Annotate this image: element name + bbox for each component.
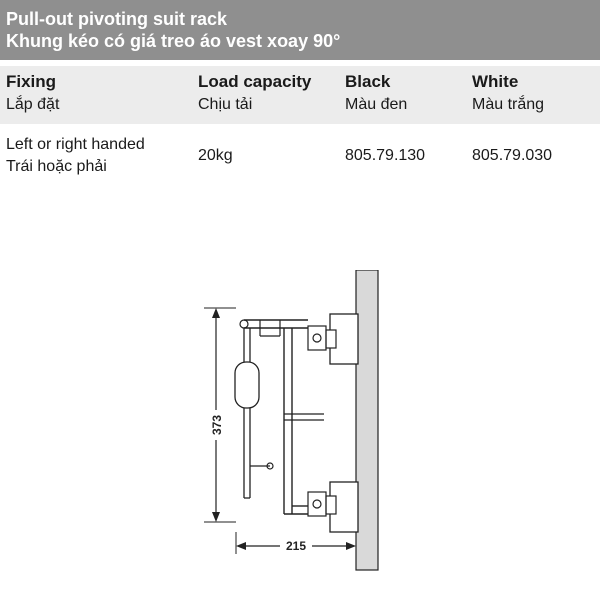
column-load-vi: Chịu tải: [198, 96, 253, 113]
height-dim-arrow-top: [212, 308, 220, 318]
column-black: [345, 66, 407, 115]
tie-holder-cylinder: [235, 362, 259, 408]
cell-fixing-en: Left or right handed: [6, 136, 145, 153]
column-load-en: Load capacity: [198, 72, 312, 91]
width-dim-arrow-right: [346, 542, 356, 550]
table-row: [0, 134, 600, 194]
table-header: [0, 66, 600, 124]
title-vietnamese: Khung kéo có giá treo áo vest xoay 90°: [6, 31, 341, 51]
lower-pivot-bracket: [308, 492, 326, 516]
width-dimension-label: 215: [285, 539, 307, 553]
column-black-vi: Màu đen: [345, 96, 408, 113]
top-rail-end-icon: [240, 320, 248, 328]
title-english: Pull-out pivoting suit rack: [6, 9, 228, 29]
cell-fixing-vi: Trái hoặc phải: [6, 158, 107, 175]
cell-fixing: [6, 134, 145, 178]
column-white-en: White: [472, 72, 519, 91]
column-fixing-en: Fixing: [6, 72, 57, 91]
cabinet-wall: [356, 270, 378, 570]
height-dimension-label: 373: [210, 414, 224, 436]
lower-pivot-icon: [313, 500, 321, 508]
upper-slide-mount: [326, 330, 336, 348]
suit-rack-drawing: [180, 270, 400, 580]
column-white-vi: Màu trắng: [472, 96, 545, 113]
cell-white-code: 805.79.030: [472, 147, 553, 164]
lower-slide-mount: [326, 496, 336, 514]
cell-load: 20kg: [198, 147, 233, 164]
column-fixing: [6, 66, 59, 115]
product-diagram: [180, 270, 400, 580]
width-dim-arrow-left: [236, 542, 246, 550]
height-dim-arrow-bottom: [212, 512, 220, 522]
column-black-en: Black: [345, 72, 391, 91]
column-load-capacity: [198, 66, 311, 115]
upper-pivot-icon: [313, 334, 321, 342]
upper-pivot-bracket: [308, 326, 326, 350]
column-white: [472, 66, 544, 115]
column-fixing-vi: Lắp đặt: [6, 96, 60, 113]
cell-black-code: 805.79.130: [345, 147, 426, 164]
header-banner: [0, 0, 600, 60]
